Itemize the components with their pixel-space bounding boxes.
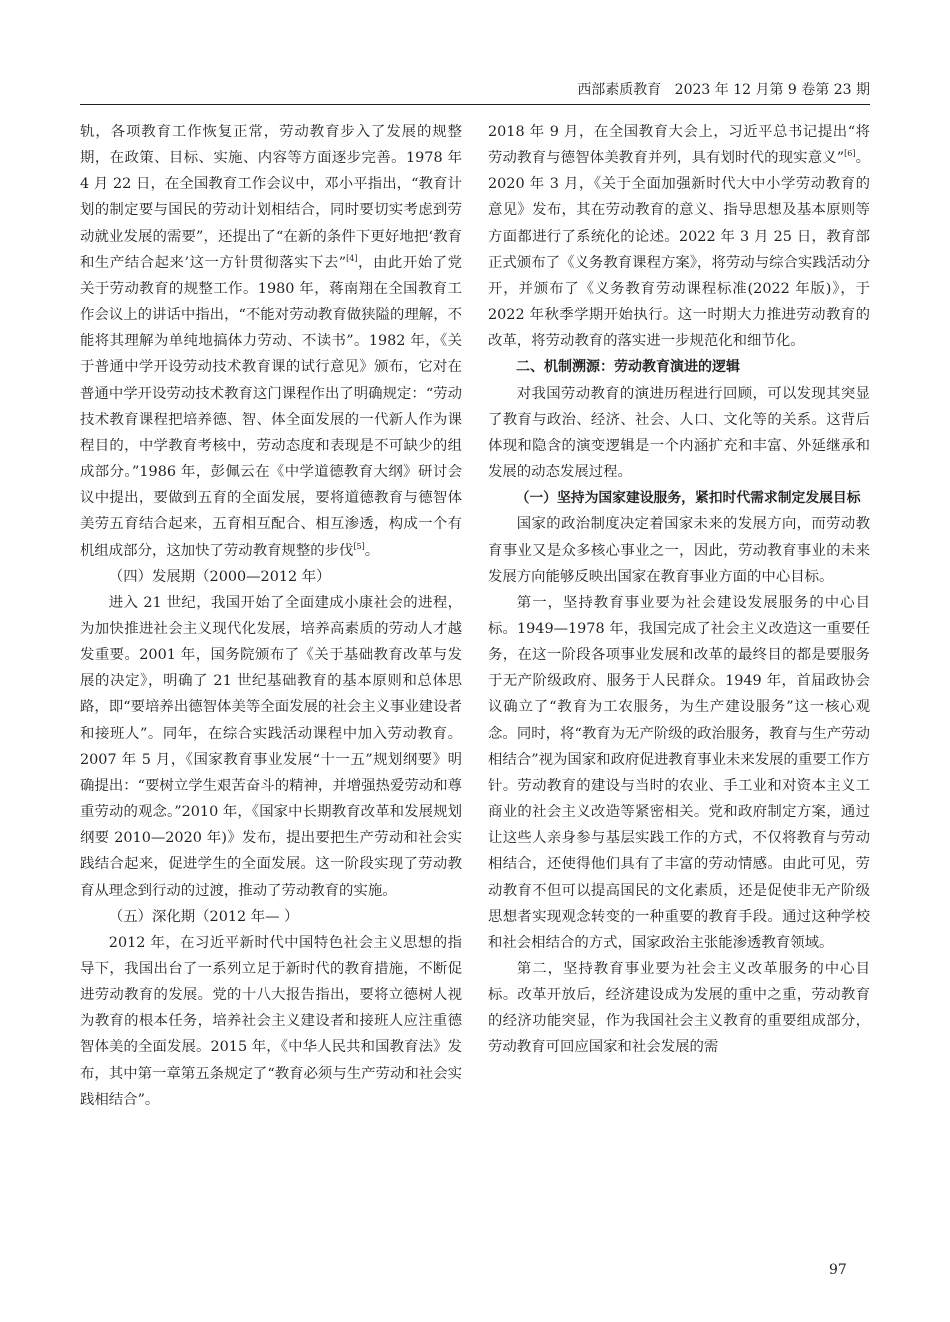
paragraph: 对我国劳动教育的演进历程进行回顾，可以发现其突显了教育与政治、经济、社会、人口、文化等的关系。这背后体现和隐含的演变逻辑是一个内涵扩充和丰富、外延继承和发展的动态发展过程。 bbox=[488, 385, 870, 481]
paragraph: 进入 21 世纪，我国开始了全面建成小康社会的进程，为加快推进社会主义现代化发展，培养高素质的劳动人才越发重要。2001 年，国务院颁布了《关于基础教育改革与发展的决定》，明确了 21 世纪基础教育的基本原则和总体思路，即“要培养出德智体美等全面发展的社会主义事业建设者和接班人”。同年，在综合实践活动课程中加入劳动教育。2007 年 5 月，《国家教育事业发展“十一五”规划纲要》明确提出：“要树立学生艰苦奋斗的精神，并增强热爱劳动和尊重劳动的观念。”2010 年，《国家中长期教育改革和发展规划纲要 2010—2020 年)》发布，提出要把生产劳动和社会实践结合起来，促进学生的全面发展。这一阶段实现了劳动教育从理念到行动的过渡，推动了劳动教育的实施。 bbox=[80, 594, 462, 899]
journal-issue: 2023 年 12 月第 9 卷第 23 期 bbox=[674, 82, 870, 98]
section-heading: 二、机制溯源：劳动教育演进的逻辑 bbox=[516, 359, 740, 376]
left-column bbox=[80, 119, 462, 1113]
paragraph: 2018 年 9 月，在全国教育大会上，习近平总书记提出“将劳动教育与德智体美教育并列，具有划时代的现实意义”[6]。2020 年 3 月，《关于全面加强新时代大中小学劳动教育的意见》发布，其在劳动教育的意义、指导思想及基本原则等方面都进行了系统化的论述。2022 年 3 月 25 日，教育部正式颁布了《义务教育课程方案》，将劳动与综合实践活动分开，并颁布了《义务教育劳动课程标准(2022 年版)》，于 2022 年秋季学期开始执行。这一时期大力推进劳动教育的改革，将劳动教育的落实进一步规范化和细节化。 bbox=[488, 124, 870, 350]
paragraph: 国家的政治制度决定着国家未来的发展方向，而劳动教育事业又是众多核心事业之一，因此，劳动教育事业的未来发展方向能够反映出国家在教育事业方面的中心目标。 bbox=[488, 516, 870, 585]
citation-ref: [4] bbox=[346, 253, 358, 263]
paragraph: 2012 年，在习近平新时代中国特色社会主义思想的指导下，我国出台了一系列立足于新时代的教育措施，不断促进劳动教育的发展。党的十八大报告指出，要将立德树人视为教育的根本任务，培养社会主义建设者和接班人应注重德智体美的全面发展。2015 年，《中华人民共和国教育法》发布，其中第一章第五条规定了“教育必须与生产劳动和社会实践相结合”。 bbox=[80, 934, 462, 1108]
citation-ref: [6] bbox=[844, 149, 856, 159]
subsection-heading: （四）发展期（2000—2012 年） bbox=[108, 568, 331, 585]
subsection-heading: （五）深化期（2012 年— ） bbox=[108, 908, 299, 925]
right-column bbox=[488, 119, 870, 1061]
paragraph: 第二，坚持教育事业要为社会主义改革服务的中心目标。改革开放后，经济建设成为发展的重中之重，劳动教育的经济功能突显，作为我国社会主义教育的重要组成部分，劳动教育可回应国家和社会发展的需 bbox=[488, 961, 870, 1056]
journal-name: 西部素质教育 bbox=[577, 82, 662, 98]
citation-ref: [5] bbox=[353, 541, 365, 551]
page-number: 97 bbox=[829, 1262, 847, 1278]
paragraph: 第一，坚持教育事业要为社会建设发展服务的中心目标。1949—1978 年，我国完成了社会主义改造这一重要任务，在这一阶段各项事业发展和改革的最终目的都是要服务于无产阶级政府、服务于人民群众。1949 年，首届政协会议确立了“教育为工农服务，为生产建设服务”这一核心观念。同时，将“教育为无产阶级的政治服务，教育与生产劳动相结合”视为国家和政府促进教育事业未来发展的重要工作方针。劳动教育的建设与当时的农业、手工业和对资本主义工商业的社会主义改造等紧密相关。党和政府制定方案，通过让这些人亲身参与基层实践工作的方式，不仅将教育与劳动相结合，还使得他们具有了丰富的劳动情感。由此可见，劳动教育不但可以提高国民的文化素质，还是促使非无产阶级思想者实现观念转变的一种重要的教育手段。通过这种学校和社会相结合的方式，国家政治主张能渗透教育领域。 bbox=[488, 594, 870, 951]
paragraph: 轨，各项教育工作恢复正常，劳动教育步入了发展的规整期，在政策、目标、实施、内容等方面逐步完善。1978 年 4 月 22 日，在全国教育工作会议中，邓小平指出，“教育计划的制定要与国民的劳动计划相结合，同时要切实考虑到劳动就业发展的需要”，还提出了“在新的条件下更好地把‘教育和生产结合起来’这一方针贯彻落实下去”[4]，由此开始了党关于劳动教育的规整工作。1980 年，蒋南翔在全国教育工作会议上的讲话中指出，“不能对劳动教育做狭隘的理解，不能将其理解为单纯地搞体力劳动、不读书”。1982 年，《关于普通中学开设劳动技术教育课的试行意见》颁布，它对在普通中学开设劳动技术教育这门课程作出了明确规定：“劳动技术教育课程把培养德、智、体全面发展的一代新人作为课程目的，中学教育考核中，劳动态度和表现是不可缺少的组成部分。”1986 年，彭佩云在《中学道德教育大纲》研讨会议中提出，要做到五育的全面发展，要将道德教育与德智体美劳五育结合起来，五育相互配合、相互渗透，构成一个有机组成部分，这加快了劳动教育规整的步伐[5]。 bbox=[80, 124, 462, 559]
journal-info bbox=[577, 79, 870, 99]
subsection-heading: （一）坚持为国家建设服务，紧扣时代需求制定发展目标 bbox=[515, 490, 861, 507]
running-header bbox=[80, 80, 870, 105]
